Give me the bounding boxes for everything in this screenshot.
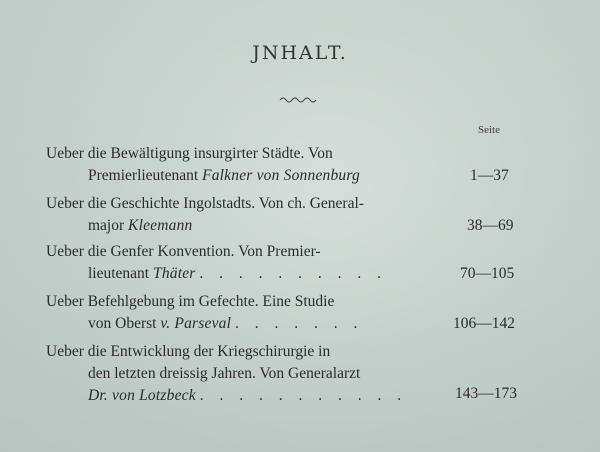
toc-entry-2-line-1: Ueber die Geschichte Ingolstadts. Von ch. General- [46,195,364,212]
toc-entry-1-line-1: Ueber die Bewältigung insurgirter Städte. Von [46,145,333,162]
toc-entry-5-leader-dots: . . . . . . . . . . . [199,387,408,404]
page-column-header: Seite [478,124,500,136]
toc-entry-4-line-2 [88,315,363,333]
toc-entry-5-line-2: den letzten dreissig Jahren. Von Generalarzt [88,365,361,382]
toc-entry-1-pages: 1—37 [470,167,509,184]
toc-entry-1-author: Falkner von Sonnenburg [202,167,360,184]
toc-entry-3-line-2 [88,265,387,283]
toc-entry-2-author: Kleemann [128,217,193,234]
toc-entry-5-author: Dr. von Lotzbeck [88,387,196,404]
toc-entry-3-leader-dots: . . . . . . . . . . [199,265,388,282]
toc-entry-4-prefix: von Oberst [88,315,161,332]
toc-entry-1-line-2 [88,167,360,185]
toc-entry-4-leader-dots: . . . . . . . [234,315,364,332]
toc-entry-3-pages: 70—105 [460,265,515,282]
toc-entry-3-prefix: lieutenant [88,265,153,282]
toc-entry-5-line-1: Ueber die Entwicklung der Kriegschirurgie in [46,343,331,360]
toc-entry-2-line-2 [88,217,192,235]
toc-entry-3-line-1: Ueber die Genfer Konvention. Von Premier- [46,243,321,260]
toc-entry-5-pages: 143—173 [455,385,517,402]
toc-entry-4-pages: 106—142 [453,315,515,332]
toc-entry-2-prefix: major [88,217,129,234]
toc-entry-4-line-1: Ueber Befehlgebung im Gefechte. Eine Studie [46,293,335,310]
toc-entry-3-author: Thäter [153,265,196,282]
page-title: JNHALT. [252,42,348,64]
toc-entry-4-author: v. Parseval [160,315,232,332]
toc-entry-1-prefix: Premierlieutenant [88,167,203,184]
toc-entry-5-line-3 [88,387,407,405]
toc-entry-2-pages: 38—69 [467,217,514,234]
